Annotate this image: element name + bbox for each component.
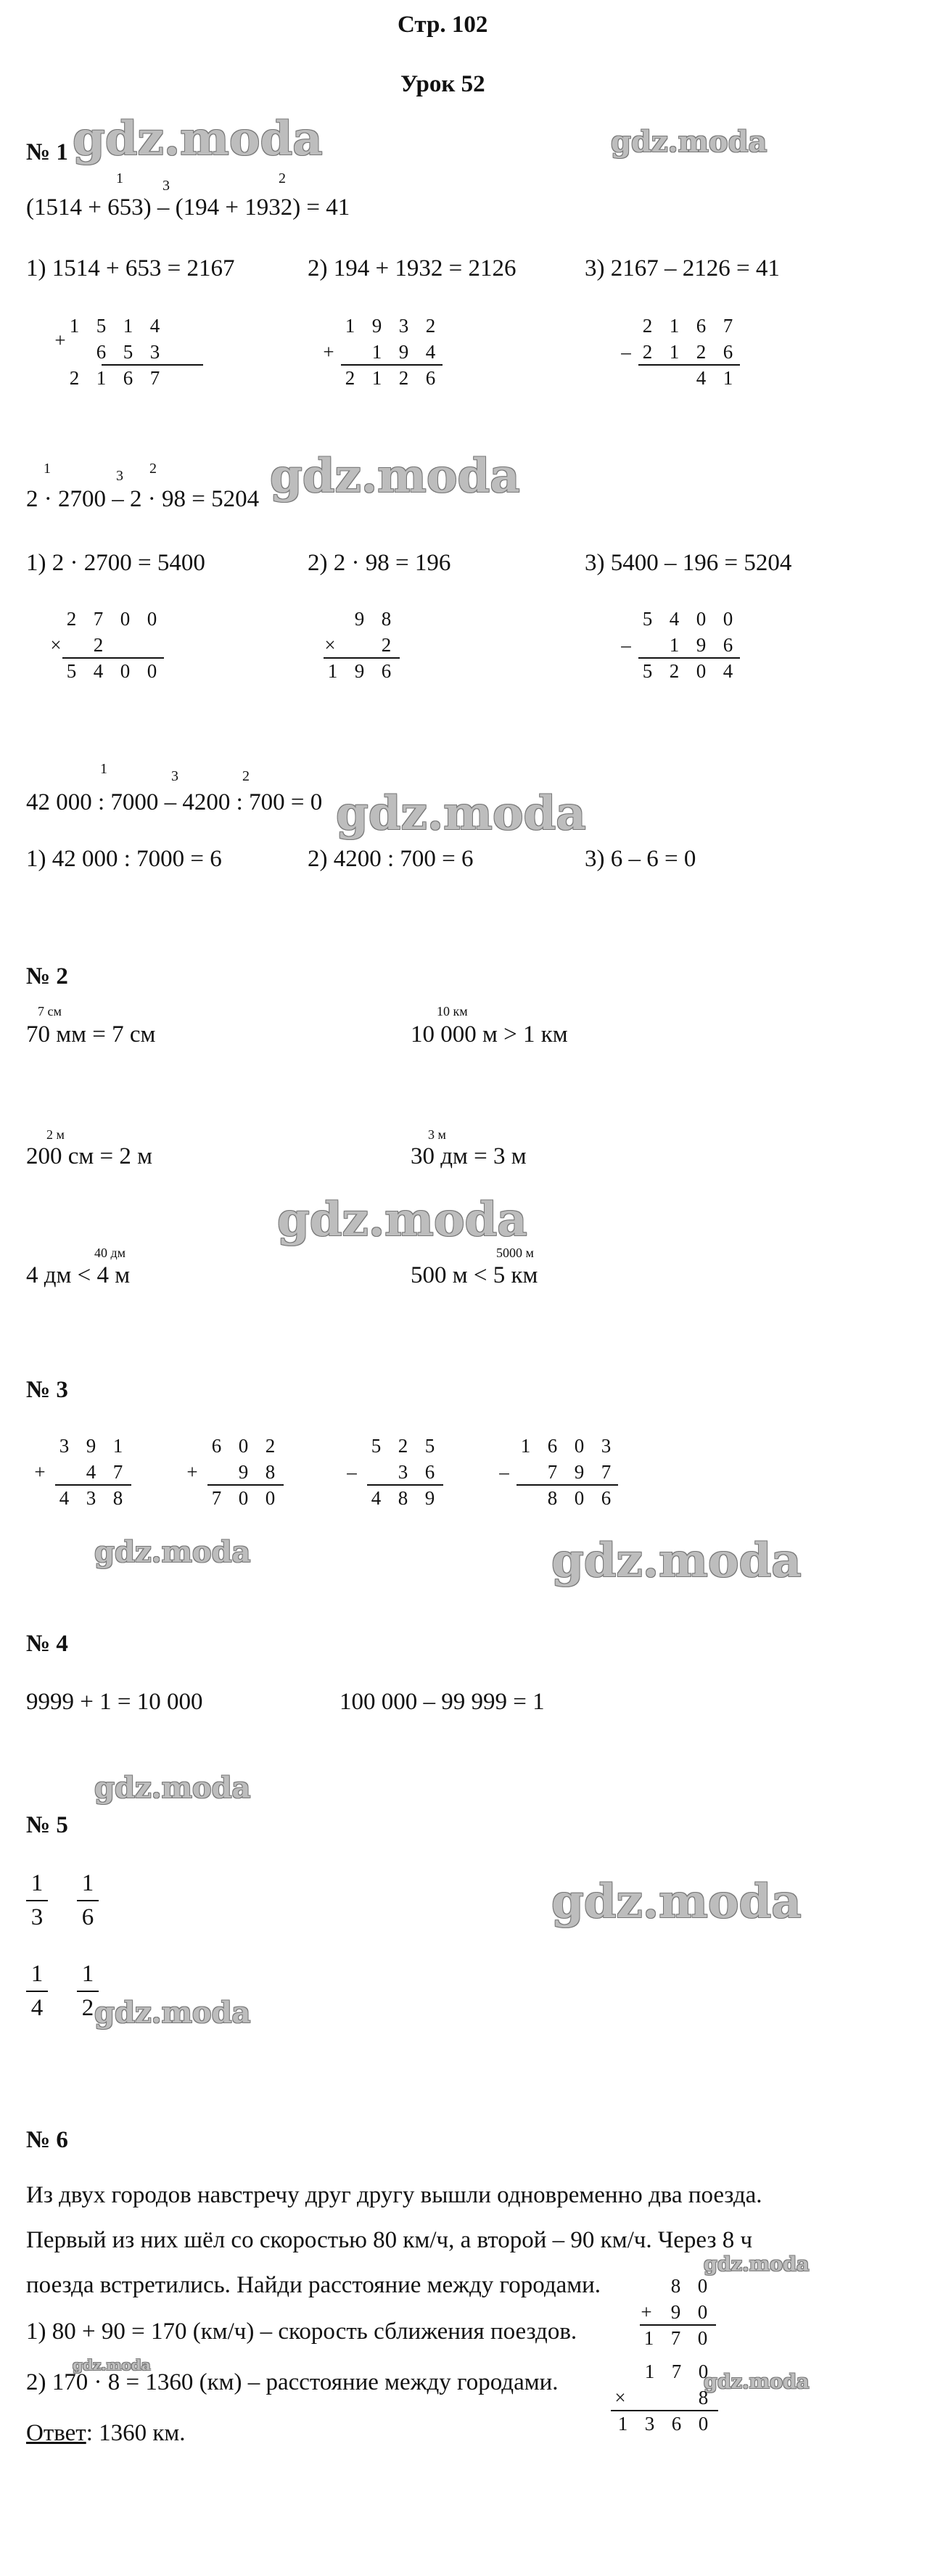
digit: 6 [671,2413,682,2435]
watermark: gdz.moda [336,786,586,841]
digit: 6 [96,341,107,363]
watermark: gdz.moda [73,2356,151,2374]
digit: 7 [547,1461,558,1483]
step: 3) 6 – 6 = 0 [585,846,696,872]
digit: 0 [696,608,707,630]
sum-line [207,1484,284,1486]
digit: 2 [425,315,436,337]
times-sign: × [324,634,336,656]
digit: 1 [669,315,680,337]
fraction [77,1962,99,2020]
fraction [77,1872,99,1930]
expression: (1514 + 653) – (194 + 1932) = 41 [26,194,350,221]
answer-value: : 1360 км. [86,2420,186,2446]
task-4-label: № 4 [26,1631,68,1657]
digit: 5 [123,341,133,363]
digit: 9 [86,1435,96,1457]
equation: 100 000 – 99 999 = 1 [340,1689,545,1715]
digit: 2 [265,1435,276,1457]
digit: 8 [698,2387,709,2408]
digit: 8 [670,2275,681,2297]
digit: 1 [96,367,107,389]
step: 2) 194 + 1932 = 2126 [308,255,517,281]
digit: 2 [93,634,104,656]
digit: 4 [59,1487,70,1509]
digit: 0 [697,2301,708,2323]
digit: 1 [644,2361,655,2382]
digit: 2 [642,315,653,337]
digit: 6 [601,1487,612,1509]
column-addition [621,2276,723,2356]
watermark: gdz.moda [94,1996,251,2030]
column-addition [181,1436,290,1516]
digit: 1 [371,341,382,363]
digit: 6 [424,1461,435,1483]
digit: 1 [520,1435,531,1457]
digit: 0 [120,608,131,630]
digit: 0 [574,1487,585,1509]
digit: 0 [147,608,157,630]
column-subtraction [617,609,747,689]
sum-line [341,364,443,366]
digit: 9 [354,608,365,630]
digit: 4 [425,341,436,363]
solution-step: 1) 80 + 90 = 170 (км/ч) – скорость сближения поездов. [26,2318,577,2345]
digit: 4 [669,608,680,630]
task-3-label: № 3 [26,1377,68,1403]
watermark: gdz.moda [94,1535,251,1569]
digit: 0 [147,660,157,682]
digit: 7 [601,1461,612,1483]
order-mark: 3 [171,768,178,784]
minus-sign: – [499,1461,509,1483]
denominator: 2 [81,1995,94,2021]
conversion-note: 2 м [46,1127,65,1142]
difference-line [517,1484,618,1486]
column-multiplication [36,609,181,689]
sum-line [640,2324,716,2326]
page-number: Стр. 102 [398,12,488,38]
column-multiplication [595,2362,725,2442]
digit: 6 [123,367,133,389]
digit: 4 [149,315,160,337]
digit: 9 [354,660,365,682]
watermark: gdz.moda [277,1193,527,1247]
digit: 0 [265,1487,276,1509]
digit: 0 [238,1435,249,1457]
step: 2) 4200 : 700 = 6 [308,846,474,872]
watermark: gdz.moda [611,125,768,159]
minus-sign: – [621,341,631,363]
digit: 5 [66,660,77,682]
digit: 0 [574,1435,585,1457]
order-mark: 3 [162,178,170,194]
conversion-note: 7 см [38,1004,62,1019]
digit: 4 [696,367,707,389]
times-sign: × [614,2387,626,2408]
digit: 2 [345,367,355,389]
step: 3) 2167 – 2126 = 41 [585,255,780,281]
digit: 8 [547,1487,558,1509]
column-addition [29,1436,138,1516]
conversion-note: 3 м [428,1127,446,1142]
problem-text: Первый из них шёл со скоростью 80 км/ч, а второй – 90 км/ч. Через 8 ч [26,2227,753,2253]
digit: 6 [723,341,733,363]
digit: 7 [93,608,104,630]
digit: 3 [398,315,409,337]
comparison: 500 м < 5 км [411,1262,538,1288]
watermark: gdz.moda [73,112,323,166]
sum-line [55,1484,131,1486]
answer-label: Ответ [26,2420,86,2446]
fraction [26,1872,48,1930]
comparison: 4 дм < 4 м [26,1262,131,1288]
digit: 1 [643,2327,654,2349]
order-mark: 1 [116,170,123,186]
digit: 2 [696,341,707,363]
digit: 1 [327,660,338,682]
comparison: 200 см = 2 м [26,1143,153,1169]
digit: 0 [697,2327,708,2349]
digit: 2 [642,341,653,363]
conversion-note: 5000 м [496,1246,534,1260]
comparison: 10 000 м > 1 км [411,1021,568,1048]
task-1-label: № 1 [26,139,68,165]
product-line [62,657,164,659]
product-line [611,2410,718,2411]
expression: 2 · 2700 – 2 · 98 = 5204 [26,486,260,512]
column-multiplication [305,609,421,689]
denominator: 6 [81,1904,94,1930]
digit: 7 [671,2361,682,2382]
plus-sign: + [54,329,66,351]
digit: 6 [723,634,733,656]
plus-sign: + [641,2301,652,2323]
order-mark: 1 [100,761,107,777]
digit: 7 [112,1461,123,1483]
order-mark: 1 [44,461,51,477]
digit: 3 [59,1435,70,1457]
lesson-title: Урок 52 [400,71,485,97]
digit: 8 [112,1487,123,1509]
difference-line [638,657,740,659]
digit: 2 [69,367,80,389]
column-addition [51,316,181,396]
column-subtraction [479,1436,624,1516]
difference-line [367,1484,443,1486]
times-sign: × [50,634,62,656]
digit: 3 [398,1461,408,1483]
digit: 0 [698,2361,709,2382]
digit: 3 [86,1487,96,1509]
digit: 1 [345,315,355,337]
fraction [26,1962,48,2020]
step: 1) 2 · 2700 = 5400 [26,550,205,576]
digit: 9 [696,634,707,656]
digit: 2 [66,608,77,630]
sum-line [102,364,203,366]
digit: 1 [723,367,733,389]
digit: 1 [669,634,680,656]
digit: 7 [723,315,733,337]
digit: 6 [211,1435,222,1457]
minus-sign: – [347,1461,357,1483]
digit: 1 [669,341,680,363]
task-2-label: № 2 [26,963,68,989]
digit: 1 [69,315,80,337]
product-line [324,657,400,659]
conversion-note: 40 дм [94,1246,126,1260]
task-5-label: № 5 [26,1812,68,1838]
order-mark: 2 [279,170,286,186]
digit: 0 [698,2413,709,2435]
comparison: 30 дм = 3 м [411,1143,527,1169]
digit: 1 [123,315,133,337]
plus-sign: + [34,1461,46,1483]
watermark: gdz.moda [551,1534,802,1588]
plus-sign: + [186,1461,198,1483]
digit: 2 [398,367,409,389]
denominator: 3 [30,1904,44,1930]
digit: 3 [149,341,160,363]
digit: 0 [697,2275,708,2297]
digit: 5 [424,1435,435,1457]
minus-sign: – [621,634,631,656]
digit: 6 [547,1435,558,1457]
digit: 0 [696,660,707,682]
task-6-label: № 6 [26,2127,68,2153]
digit: 2 [669,660,680,682]
digit: 4 [371,1487,382,1509]
watermark: gdz.moda [704,2253,810,2276]
digit: 6 [425,367,436,389]
step: 2) 2 · 98 = 196 [308,550,451,576]
numerator: 1 [30,1961,44,1987]
digit: 4 [723,660,733,682]
digit: 7 [670,2327,681,2349]
watermark: gdz.moda [551,1875,802,1929]
digit: 6 [696,315,707,337]
digit: 9 [670,2301,681,2323]
digit: 0 [723,608,733,630]
step: 3) 5400 – 196 = 5204 [585,550,792,576]
column-subtraction [617,316,747,396]
digit: 7 [211,1487,222,1509]
digit: 4 [93,660,104,682]
digit: 9 [574,1461,585,1483]
digit: 9 [424,1487,435,1509]
order-mark: 2 [149,461,157,477]
plus-sign: + [323,341,334,363]
digit: 0 [238,1487,249,1509]
digit: 8 [398,1487,408,1509]
digit: 9 [398,341,409,363]
problem-text: поезда встретились. Найди расстояние между городами. [26,2272,601,2298]
digit: 9 [238,1461,249,1483]
difference-line [638,364,740,366]
digit: 5 [642,608,653,630]
expression: 42 000 : 7000 – 4200 : 700 = 0 [26,789,323,815]
digit: 4 [86,1461,96,1483]
digit: 1 [371,367,382,389]
digit: 2 [381,634,392,656]
order-mark: 3 [116,468,123,484]
solution-step: 2) 170 · 8 = 1360 (км) – расстояние между городами. [26,2369,559,2395]
answer [26,2421,186,2445]
watermark: gdz.moda [270,449,520,503]
numerator: 1 [30,1870,44,1896]
digit: 1 [112,1435,123,1457]
column-subtraction [341,1436,450,1516]
digit: 0 [120,660,131,682]
equation: 9999 + 1 = 10 000 [26,1689,203,1715]
digit: 6 [381,660,392,682]
conversion-note: 10 км [437,1004,468,1019]
numerator: 1 [81,1870,94,1896]
watermark: gdz.moda [704,2371,810,2393]
numerator: 1 [81,1961,94,1987]
digit: 1 [617,2413,628,2435]
order-mark: 2 [242,768,250,784]
comparison: 70 мм = 7 см [26,1021,156,1048]
digit: 5 [96,315,107,337]
digit: 5 [371,1435,382,1457]
digit: 3 [644,2413,655,2435]
problem-text: Из двух городов навстречу друг другу вышли одновременно два поезда. [26,2182,762,2208]
step: 1) 42 000 : 7000 = 6 [26,846,222,872]
digit: 8 [381,608,392,630]
digit: 7 [149,367,160,389]
watermark: gdz.moda [94,1771,251,1805]
denominator: 4 [30,1995,44,2021]
digit: 5 [642,660,653,682]
digit: 3 [601,1435,612,1457]
digit: 8 [265,1461,276,1483]
digit: 2 [398,1435,408,1457]
step: 1) 1514 + 653 = 2167 [26,255,235,281]
column-addition [319,316,450,396]
digit: 9 [371,315,382,337]
